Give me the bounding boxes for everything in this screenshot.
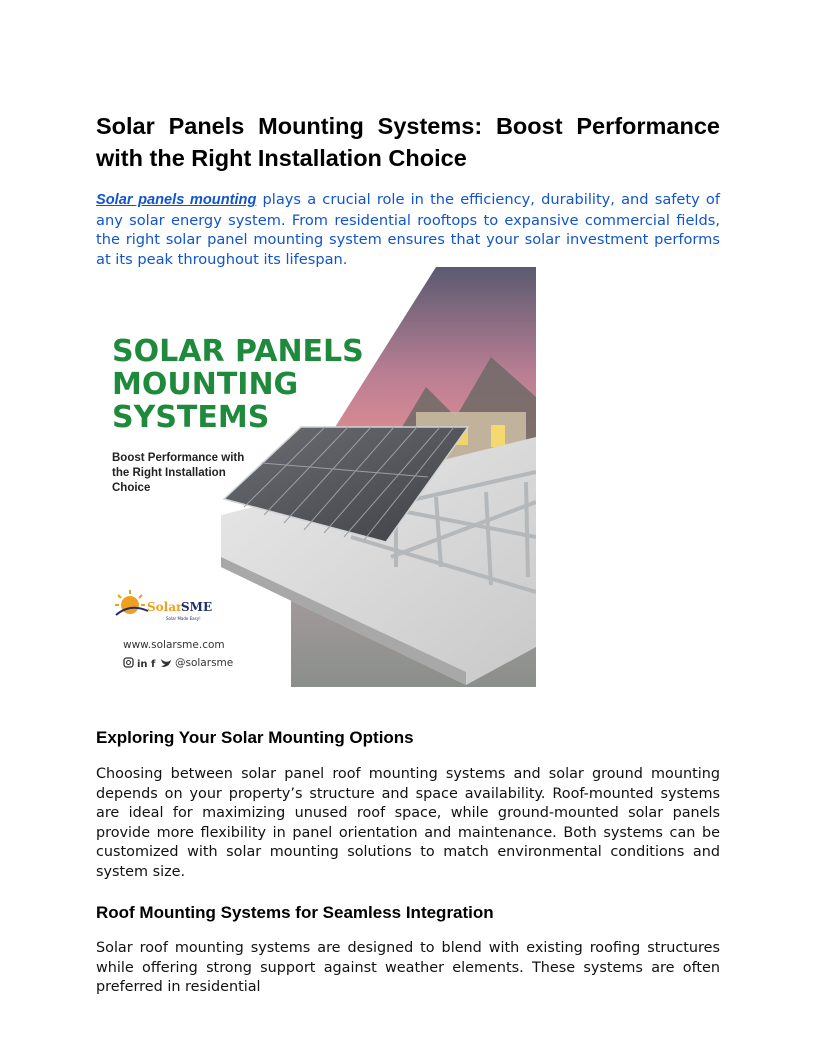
sun-icon [115,590,148,615]
twitter-icon [161,659,171,667]
hero-headline-line-3: SYSTEMS [112,400,270,435]
solar-panels-mounting-link[interactable]: Solar panels mounting [96,192,257,208]
linkedin-icon: in [137,659,148,670]
hero-social-handle: @solarsme [175,657,234,669]
intro-paragraph [96,190,720,269]
hero-headline-line-2: MOUNTING [112,367,299,402]
section-heading-roof-mounting: Roof Mounting Systems for Seamless Integration [96,903,494,922]
logo-name-solar: Solar [147,600,183,614]
hero-image [96,267,536,687]
instagram-icon [124,658,133,667]
section-paragraph-mounting-options: Choosing between solar panel roof mounting systems and solar ground mounting depends on your property’s structure and space availability. Roof-mounted systems are ideal for maximizing unused roof space, while ground-mounted solar panels provide more flexibility in panel orientation and maintenance. Both systems can be customized with solar mounting solutions to match environmental conditions and system size. [96,766,720,880]
section-heading-mounting-options: Exploring Your Solar Mounting Options [96,728,414,747]
facebook-icon: f [151,659,156,670]
solarsme-logo [115,590,212,621]
social-icons [124,657,233,670]
logo-name-sme: SME [181,600,213,614]
section-paragraph-roof-mounting: Solar roof mounting systems are designed to blend with existing roofing structures while offering strong support against weather elements. These systems are often preferred in residential [96,940,720,995]
hero-subline-1: Boost Performance with [112,452,245,464]
hero-subline-2: the Right Installation [112,467,226,479]
intro-text: plays a crucial role in the efficiency, durability, and safety of any solar energy system. From residential rooftops to expansive commercial fields, the right solar panel mounting system ensures that your solar investment performs at its peak throughout its lifespan. [96,191,720,268]
hero-headline-line-1: SOLAR PANELS [112,334,364,369]
logo-tagline: Solar Made Easy! [166,616,201,621]
hero-website: www.solarsme.com [123,639,225,651]
page-title: Solar Panels Mounting Systems: Boost Performance with the Right Installation Choice [96,113,720,171]
hero-subline-3: Choice [112,482,151,494]
